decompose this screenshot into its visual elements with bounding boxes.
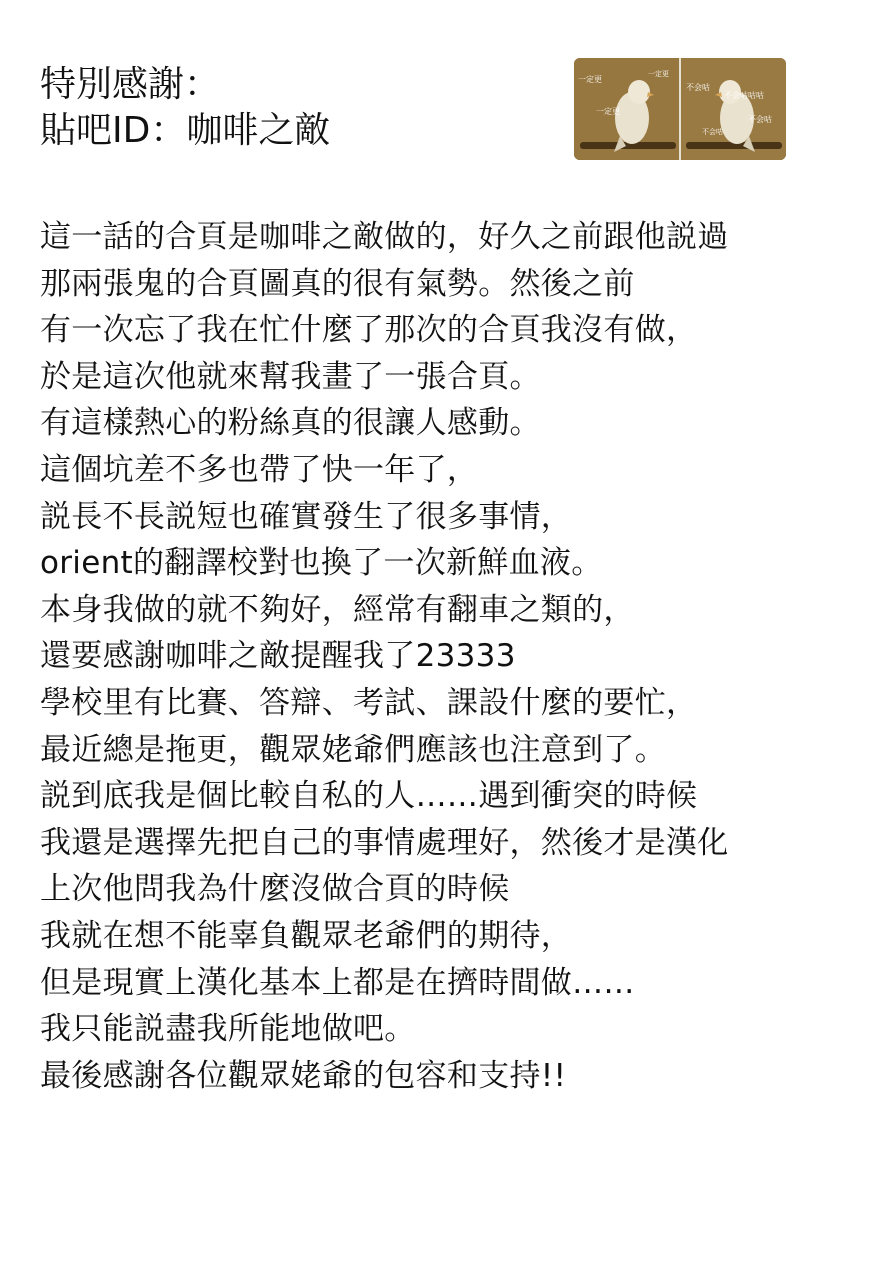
body-line: 最近總是拖更，觀眾姥爺們應該也注意到了。 — [40, 731, 666, 768]
header — [40, 62, 560, 154]
meme-right-label-1: 不会咕 — [686, 83, 710, 92]
body-line: 這個坑差不多也帶了快一年了， — [40, 451, 479, 488]
meme-right-label-4: 不会咕 — [702, 128, 723, 136]
bird-meme-image — [574, 58, 786, 160]
meme-right-label-3: 不会咕 — [748, 115, 772, 124]
meme-left-label-3: 一定更 — [596, 107, 620, 116]
message-body — [40, 214, 880, 1099]
header-subtitle: 貼吧ID：咖啡之敵 — [40, 110, 331, 151]
body-line: 我就在想不能辜負觀眾老爺們的期待， — [40, 917, 573, 954]
body-line: 但是現實上漢化基本上都是在擠時間做…… — [40, 964, 635, 1001]
body-line: 於是這次他就來幫我畫了一張合頁。 — [40, 358, 541, 395]
body-line: 上次他問我為什麼沒做合頁的時候 — [40, 871, 510, 908]
header-title: 特別感謝： — [40, 64, 221, 105]
body-line: 有這樣熱心的粉絲真的很讓人感動。 — [40, 405, 541, 442]
body-line: 那兩張鬼的合頁圖真的很有氣勢。然後之前 — [40, 265, 635, 302]
body-line: 還要感謝咖啡之敵提醒我了23333 — [40, 638, 516, 675]
body-line: 説長不長説短也確實發生了很多事情， — [40, 498, 573, 535]
body-line: 學校里有比賽、答辯、考試、課設什麼的要忙， — [40, 684, 698, 721]
body-line: orient的翻譯校對也換了一次新鮮血液。 — [40, 545, 603, 582]
body-line: 本身我做的就不夠好，經常有翻車之類的， — [40, 591, 635, 628]
body-line: 有一次忘了我在忙什麼了那次的合頁我沒有做， — [40, 312, 698, 349]
meme-left-label-1: 一定更 — [578, 75, 602, 84]
meme-right-label-2: 不会咕咕咕 — [724, 91, 764, 100]
body-line: 我只能説盡我所能地做吧。 — [40, 1011, 416, 1048]
body-line: 這一話的合頁是咖啡之敵做的，好久之前跟他説過 — [40, 219, 729, 255]
body-line: 最後感謝各位觀眾姥爺的包容和支持!! — [40, 1057, 567, 1094]
body-line: 説到底我是個比較自私的人……遇到衝突的時候 — [40, 778, 698, 815]
meme-left-label-2: 一定更 — [648, 70, 669, 78]
body-line: 我還是選擇先把自己的事情處理好，然後才是漢化 — [40, 824, 729, 861]
